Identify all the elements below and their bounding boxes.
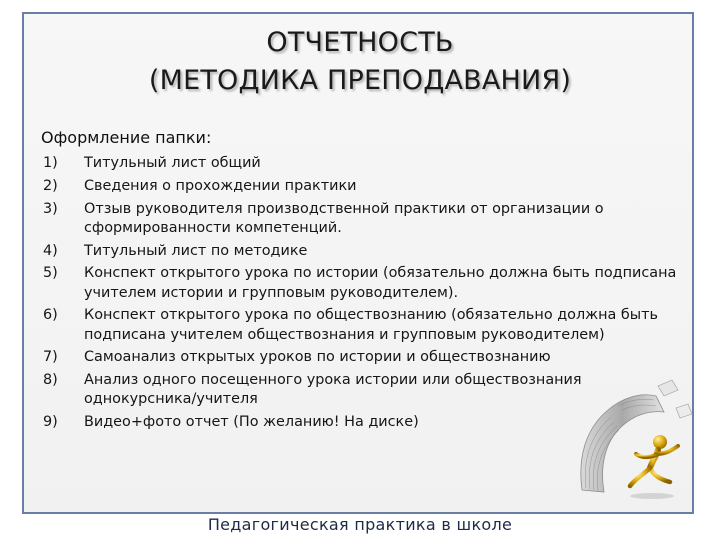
list-item-text: Титульный лист по методике: [84, 242, 308, 259]
list-item-text: Анализ одного посещенного урока истории или обществознания однокурсника/учителя: [84, 372, 582, 408]
list-item-number: 8): [43, 372, 58, 389]
section-heading: Оформление папки:: [41, 128, 212, 147]
list-item-text: Видео+фото отчет (По желанию! На диске): [84, 414, 419, 431]
list-item: [43, 264, 683, 302]
list-item-number: 4): [43, 242, 58, 259]
list-item-number: 5): [43, 265, 58, 282]
slide-title-line-1: ОТЧЕТНОСТЬ: [266, 27, 454, 58]
list-item-text: Отзыв руководителя производственной практики от организации о сформированности компетенций.: [84, 200, 604, 236]
list-item: [43, 242, 683, 261]
list-item-number: 7): [43, 349, 58, 366]
list-item: [43, 200, 683, 238]
list-item-text: Титульный лист общий: [84, 155, 261, 171]
list-item-text: Конспект открытого урока по обществознанию (обязательно должна быть подписана учителем обществознания и групповым руководителем): [84, 307, 659, 343]
footer-caption-text: Педагогическая практика в школе: [202, 515, 518, 534]
list-item-number: 3): [43, 200, 58, 217]
footer-caption: [0, 514, 720, 536]
list-item-number: 9): [43, 414, 58, 431]
list-item-number: 1): [43, 155, 58, 171]
list-item-text: Самоанализ открытых уроков по истории и обществознанию: [84, 349, 551, 366]
list-item-number: 2): [43, 177, 58, 194]
slide-title-line-2: (МЕТОДИКА ПРЕПОДАВАНИЯ): [148, 65, 572, 96]
slide-title: [0, 24, 720, 100]
list-item: [43, 177, 683, 196]
list-item: [43, 306, 683, 344]
running-figure-with-paper-stack-icon: [560, 360, 720, 510]
list-item-number: 6): [43, 307, 58, 324]
list-item-text: Сведения о прохождении практики: [84, 177, 357, 194]
list-item: [43, 154, 683, 173]
list-item-text: Конспект открытого урока по истории (обязательно должна быть подписана учителем истории и групповым руководителем).: [84, 265, 677, 301]
